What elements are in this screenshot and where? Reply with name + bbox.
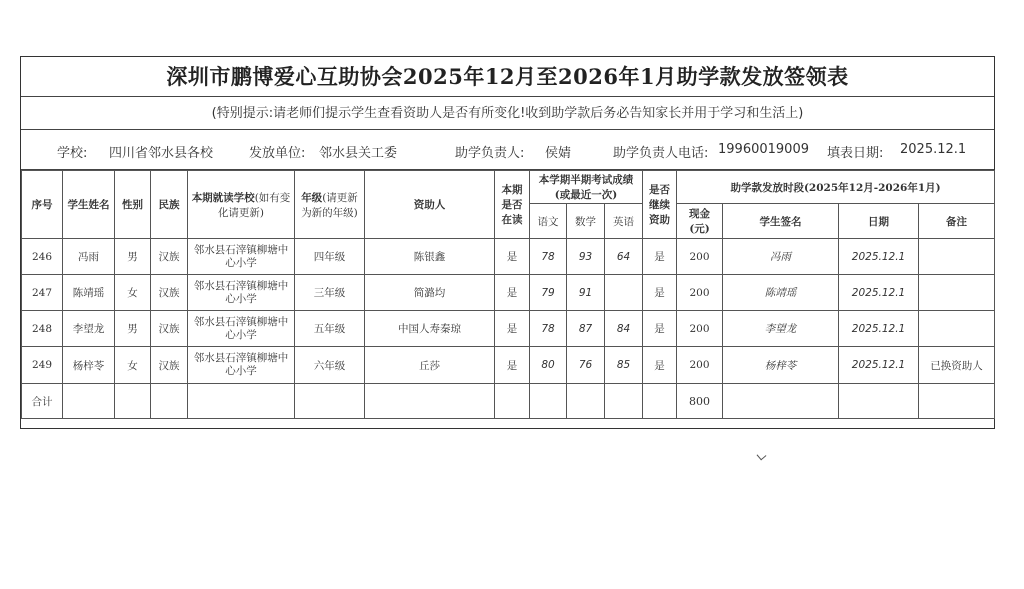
form-title: 深圳市鹏博爱心互助协会2025年12月至2026年1月助学款发放签领表 bbox=[21, 57, 994, 97]
cell-seq: 249 bbox=[22, 347, 63, 384]
table-row bbox=[22, 311, 995, 347]
cell-score-english: 84 bbox=[605, 311, 643, 347]
total-empty bbox=[567, 384, 605, 419]
cell-sponsor: 简潞均 bbox=[365, 275, 495, 311]
header-cash: 现金(元) bbox=[677, 204, 723, 239]
cell-school: 邻水县石滓镇柳塘中心小学 bbox=[188, 311, 295, 347]
header-grade bbox=[295, 171, 365, 239]
cell-enrolled: 是 bbox=[495, 347, 530, 384]
total-empty bbox=[188, 384, 295, 419]
header-grade-main: 年级 bbox=[301, 191, 323, 204]
cell-gender: 女 bbox=[115, 275, 151, 311]
header-enrolled: 本期是否在读 bbox=[495, 171, 530, 239]
cell-cash: 200 bbox=[677, 275, 723, 311]
header-gender: 性别 bbox=[115, 171, 151, 239]
cell-score-math: 91 bbox=[567, 275, 605, 311]
cell-enrolled: 是 bbox=[495, 311, 530, 347]
pen-mark bbox=[757, 451, 767, 461]
cell-score-english bbox=[605, 275, 643, 311]
cell-school: 邻水县石滓镇柳塘中心小学 bbox=[188, 239, 295, 275]
header-english: 英语 bbox=[605, 204, 643, 239]
cell-remarks bbox=[919, 239, 995, 275]
date-label: 填表日期: bbox=[827, 146, 884, 161]
total-empty bbox=[723, 384, 839, 419]
cell-gender: 男 bbox=[115, 311, 151, 347]
school-value: 四川省邻水县各校 bbox=[109, 146, 214, 161]
cell-score-chinese: 79 bbox=[530, 275, 567, 311]
total-empty bbox=[115, 384, 151, 419]
cell-continue: 是 bbox=[643, 239, 677, 275]
cell-grade: 五年级 bbox=[295, 311, 365, 347]
header-ethnicity: 民族 bbox=[151, 171, 188, 239]
cell-continue: 是 bbox=[643, 347, 677, 384]
table-row bbox=[22, 275, 995, 311]
cell-score-math: 93 bbox=[567, 239, 605, 275]
phone-value: 19960019009 bbox=[718, 142, 809, 157]
total-row bbox=[22, 384, 995, 419]
cell-name: 陈靖瑶 bbox=[63, 275, 115, 311]
cell-signature: 李望龙 bbox=[723, 311, 839, 347]
cell-name: 李望龙 bbox=[63, 311, 115, 347]
cell-score-chinese: 78 bbox=[530, 239, 567, 275]
cell-seq: 246 bbox=[22, 239, 63, 275]
header-remarks: 备注 bbox=[919, 204, 995, 239]
header-school-main: 本期就读学校 bbox=[191, 191, 255, 204]
cell-seq: 247 bbox=[22, 275, 63, 311]
cell-grade: 四年级 bbox=[295, 239, 365, 275]
cell-score-chinese: 78 bbox=[530, 311, 567, 347]
school-label: 学校: bbox=[57, 146, 88, 161]
cell-remarks bbox=[919, 275, 995, 311]
date-value: 2025.12.1 bbox=[900, 142, 967, 157]
total-empty bbox=[365, 384, 495, 419]
cell-enrolled: 是 bbox=[495, 275, 530, 311]
header-school bbox=[188, 171, 295, 239]
cell-cash: 200 bbox=[677, 239, 723, 275]
lead-value: 侯婧 bbox=[545, 146, 572, 161]
cell-seq: 248 bbox=[22, 311, 63, 347]
cell-name: 杨梓苓 bbox=[63, 347, 115, 384]
signoff-form bbox=[20, 56, 995, 429]
total-empty bbox=[643, 384, 677, 419]
cell-cash: 200 bbox=[677, 311, 723, 347]
cell-cash: 200 bbox=[677, 347, 723, 384]
header-row-1 bbox=[22, 171, 995, 204]
header-signature: 学生签名 bbox=[723, 204, 839, 239]
total-empty bbox=[63, 384, 115, 419]
cell-score-english: 85 bbox=[605, 347, 643, 384]
header-name: 学生姓名 bbox=[63, 171, 115, 239]
total-cash: 800 bbox=[677, 384, 723, 419]
header-period-group: 助学款发放时段(2025年12月-2026年1月) bbox=[677, 171, 995, 204]
cell-score-english: 64 bbox=[605, 239, 643, 275]
cell-remarks: 已换资助人 bbox=[919, 347, 995, 384]
phone-label: 助学负责人电话: bbox=[613, 146, 709, 161]
cell-date: 2025.12.1 bbox=[839, 239, 919, 275]
cell-ethnicity: 汉族 bbox=[151, 347, 188, 384]
header-scores-group: 本学期半期考试成绩(或最近一次) bbox=[530, 171, 643, 204]
student-table bbox=[21, 170, 995, 419]
header-sponsor: 资助人 bbox=[365, 171, 495, 239]
total-empty bbox=[295, 384, 365, 419]
cell-date: 2025.12.1 bbox=[839, 275, 919, 311]
cell-grade: 六年级 bbox=[295, 347, 365, 384]
special-notice: (特别提示:请老师们提示学生查看资助人是否有所变化!收到助学款后务必告知家长并用于学习和生活上) bbox=[21, 97, 994, 130]
cell-signature: 陈靖瑶 bbox=[723, 275, 839, 311]
cell-school: 邻水县石滓镇柳塘中心小学 bbox=[188, 347, 295, 384]
issuer-label: 发放单位: bbox=[249, 146, 306, 161]
cell-signature: 杨梓苓 bbox=[723, 347, 839, 384]
cell-continue: 是 bbox=[643, 311, 677, 347]
cell-grade: 三年级 bbox=[295, 275, 365, 311]
cell-score-chinese: 80 bbox=[530, 347, 567, 384]
cell-gender: 男 bbox=[115, 239, 151, 275]
lead-label: 助学负责人: bbox=[455, 146, 525, 161]
cell-sponsor: 中国人寿秦琼 bbox=[365, 311, 495, 347]
cell-ethnicity: 汉族 bbox=[151, 239, 188, 275]
header-continue: 是否继续资助 bbox=[643, 171, 677, 239]
cell-name: 冯雨 bbox=[63, 239, 115, 275]
header-date: 日期 bbox=[839, 204, 919, 239]
total-empty bbox=[530, 384, 567, 419]
issuer-value: 邻水县关工委 bbox=[319, 146, 398, 161]
header-grade-note: (请更新为新的年级) bbox=[301, 191, 358, 219]
cell-remarks bbox=[919, 311, 995, 347]
table-row bbox=[22, 239, 995, 275]
table-row bbox=[22, 347, 995, 384]
cell-ethnicity: 汉族 bbox=[151, 275, 188, 311]
total-empty bbox=[495, 384, 530, 419]
cell-sponsor: 丘莎 bbox=[365, 347, 495, 384]
header-chinese: 语文 bbox=[530, 204, 567, 239]
total-label: 合计 bbox=[22, 384, 63, 419]
cell-enrolled: 是 bbox=[495, 239, 530, 275]
total-empty bbox=[839, 384, 919, 419]
cell-score-math: 76 bbox=[567, 347, 605, 384]
cell-signature: 冯雨 bbox=[723, 239, 839, 275]
total-empty bbox=[151, 384, 188, 419]
header-seq: 序号 bbox=[22, 171, 63, 239]
cell-gender: 女 bbox=[115, 347, 151, 384]
cell-date: 2025.12.1 bbox=[839, 347, 919, 384]
cell-sponsor: 陈银鑫 bbox=[365, 239, 495, 275]
cell-continue: 是 bbox=[643, 275, 677, 311]
cell-school: 邻水县石滓镇柳塘中心小学 bbox=[188, 275, 295, 311]
header-math: 数学 bbox=[567, 204, 605, 239]
header-school-note: (如有变化请更新) bbox=[217, 191, 291, 219]
cell-score-math: 87 bbox=[567, 311, 605, 347]
cell-date: 2025.12.1 bbox=[839, 311, 919, 347]
total-empty bbox=[605, 384, 643, 419]
total-empty bbox=[919, 384, 995, 419]
info-line bbox=[21, 130, 994, 170]
cell-ethnicity: 汉族 bbox=[151, 311, 188, 347]
